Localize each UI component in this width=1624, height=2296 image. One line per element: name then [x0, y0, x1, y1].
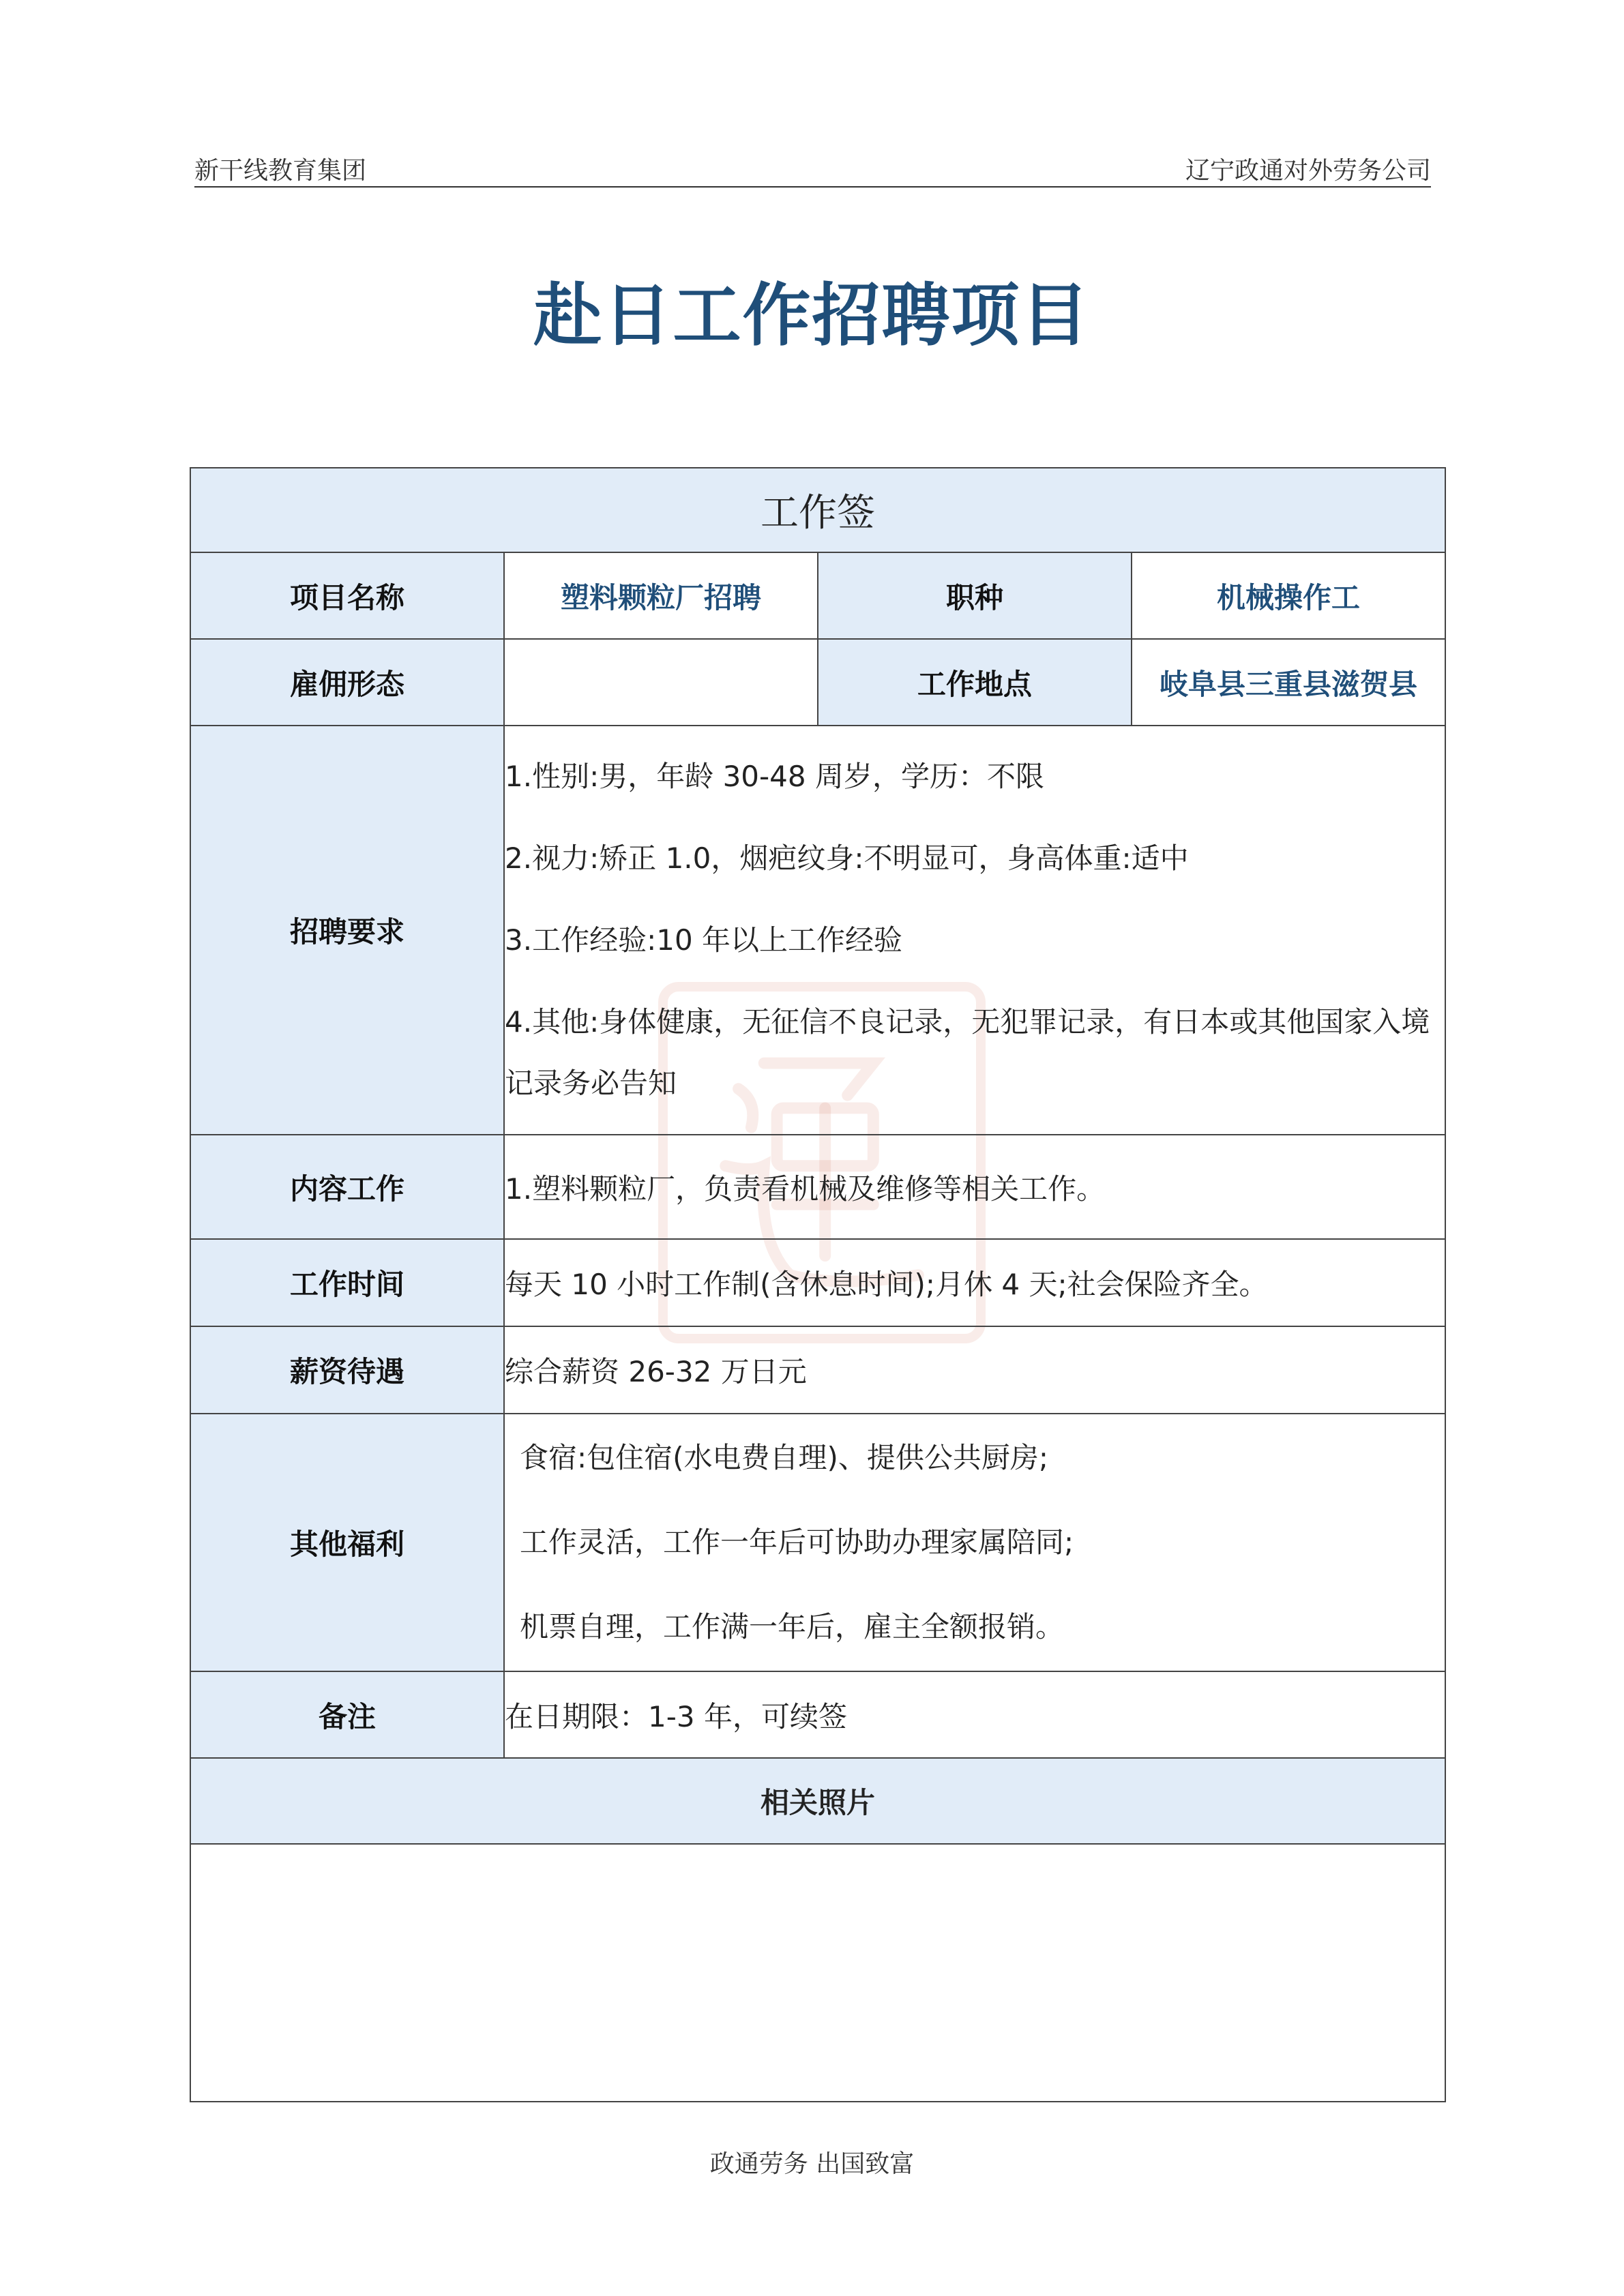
benefits-label: 其他福利 [190, 1414, 504, 1671]
project-name-value: 塑料颗粒厂招聘 [504, 552, 818, 639]
requirements-value [504, 726, 1445, 1135]
requirement-line: 2.视力:矫正 1.0，烟疤纹身:不明显可，身高体重:适中 [505, 841, 1189, 875]
job-details-table [190, 467, 1446, 2102]
job-type-label: 职种 [818, 552, 1132, 639]
work-hours-value: 每天 10 小时工作制(含休息时间);月休 4 天;社会保险齐全。 [504, 1239, 1445, 1326]
requirements-label: 招聘要求 [190, 726, 504, 1135]
employment-form-value [504, 639, 818, 726]
work-location-label: 工作地点 [818, 639, 1132, 726]
header-right-company: 辽宁政通对外劳务公司 [1185, 157, 1431, 185]
work-location-value: 岐阜县三重县滋贺县 [1132, 639, 1445, 726]
page-title: 赴日工作招聘项目 [533, 275, 1091, 355]
remarks-label: 备注 [190, 1671, 504, 1758]
requirement-line: 1.性别:男，年龄 30-48 周岁，学历：不限 [505, 760, 1044, 793]
work-hours-label: 工作时间 [190, 1239, 504, 1326]
job-type-value: 机械操作工 [1132, 552, 1445, 639]
requirement-line: 4.其他:身体健康，无征信不良记录，无犯罪记录，有日本或其他国家入境记录务必告知 [505, 1005, 1430, 1100]
benefit-line: 工作灵活，工作一年后可协助办理家属陪同; [520, 1525, 1074, 1559]
project-name-label: 项目名称 [190, 552, 504, 639]
employment-form-label: 雇佣形态 [190, 639, 504, 726]
job-content-label: 内容工作 [190, 1135, 504, 1239]
header-left-company: 新干线教育集团 [194, 157, 367, 185]
benefit-line: 机票自理，工作满一年后，雇主全额报销。 [520, 1610, 1065, 1643]
footer-slogan: 政通劳务 出国致富 [709, 2150, 915, 2178]
benefit-line: 食宿:包住宿(水电费自理)、提供公共厨房; [520, 1441, 1049, 1474]
section-title-cell: 工作签 [190, 468, 1445, 552]
salary-value: 综合薪资 26-32 万日元 [504, 1326, 1445, 1414]
benefits-value [504, 1414, 1445, 1671]
salary-label: 薪资待遇 [190, 1326, 504, 1414]
photos-section-title: 相关照片 [190, 1758, 1445, 1844]
requirement-line: 3.工作经验:10 年以上工作经验 [505, 923, 903, 957]
remarks-value: 在日期限：1-3 年，可续签 [504, 1671, 1445, 1758]
job-content-value: 1.塑料颗粒厂，负责看机械及维修等相关工作。 [504, 1135, 1445, 1239]
header-divider [194, 186, 1431, 188]
photos-area [190, 1844, 1445, 2102]
